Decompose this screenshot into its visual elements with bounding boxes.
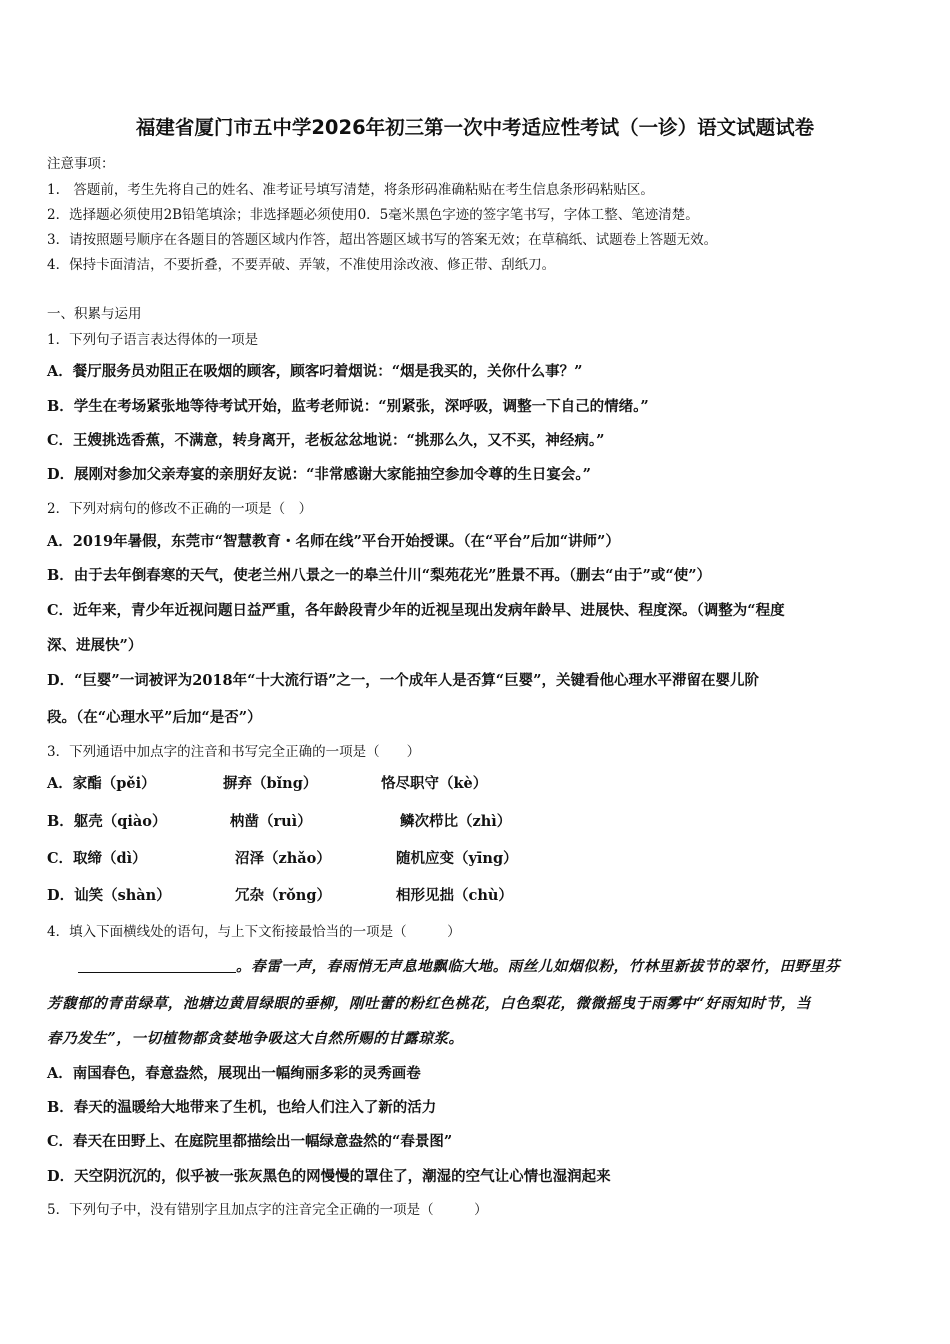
question-3-option-b-2: 枘凿（ruì） [230,813,312,830]
passage-text: 。春雷一声，春雨悄无声息地飘临大地。雨丝儿如烟似粉，竹林里新拔节的翠竹，田野里芬 [236,958,840,975]
question-2-option-a: A．2019年暑假，东莞市“智慧教育・名师在线”平台开始授课。（在“平台”后加“讲师”） [47,533,620,550]
question-1-option-a: A．餐厅服务员劝阻正在吸烟的顾客，顾客叼着烟说：“烟是我买的，关你什么事？” [47,363,583,380]
notice-item: 3．请按照题号顺序在各题目的答题区域内作答，超出答题区域书写的答案无效；在草稿纸、试题卷上答题无效。 [47,232,718,248]
question-3-option-b-1: B．躯壳（qiào） [47,813,167,830]
question-3-option-a-1: A．家酯（pěi） [47,775,156,792]
question-1-option-d: D．展刚对参加父亲寿宴的亲朋好友说：“非常感谢大家能抽空参加令尊的生日宴会。” [47,466,592,483]
question-5-stem: 5．下列句子中，没有错别字且加点字的注音完全正确的一项是（ ） [47,1202,488,1218]
notice-heading: 注意事项： [47,156,115,172]
question-2-option-c: C．近年来，青少年近视问题日益严重，各年龄段青少年的近视呈现出发病年龄早、进展快、程度深。（调整为“程度 [47,602,785,619]
question-4-option-b: B．春天的温暖给大地带来了生机，也给人们注入了新的活力 [47,1099,437,1116]
question-3-stem: 3．下列通语中加点字的注音和书写完全正确的一项是（ ） [47,744,421,760]
question-3-option-c-1: C．取缔（dì） [47,850,147,867]
notice-item: 4．保持卡面清洁，不要折叠，不要弄破、弄皱，不准使用涂改液、修正带、刮纸刀。 [47,257,556,273]
question-4-option-d: D．天空阴沉沉的，似乎被一张灰黑色的网慢慢的罩住了，潮湿的空气让心情也湿润起来 [47,1168,611,1185]
question-3-option-c-2: 沼泽（zhǎo） [235,850,331,867]
question-1-option-b: B．学生在考场紧张地等待考试开始，监考老师说：“别紧张，深呼吸，调整一下自己的情绪。” [47,398,649,415]
question-4-option-a: A．南国春色，春意盎然，展现出一幅绚丽多彩的灵秀画卷 [47,1065,421,1082]
question-1-stem: 1．下列句子语言表达得体的一项是 [47,332,259,348]
question-2-option-d: D．“巨婴”一词被评为2018年“十大流行语”之一，一个成年人是否算“巨婴”，关键看他心理水平滞留在婴儿阶 [47,672,759,689]
question-4-passage-line [78,955,840,976]
question-1-option-c: C．王嫂挑选香蕉，不满意，转身离开，老板忿忿地说：“挑那么久，又不买，神经病。” [47,432,605,449]
page-title: 福建省厦门市五中学2026年初三第一次中考适应性考试（一诊）语文试题试卷 [135,116,815,139]
notice-item: 1. 答题前，考生先将自己的姓名、准考证号填写清楚，将条形码准确粘贴在考生信息条形码粘贴区。 [47,182,654,198]
question-4-passage-line: 芳馥郁的青苗绿草，池塘边黄眉绿眼的垂柳，刚吐蕾的粉红色桃花，白色梨花，微微摇曳于雨雾中“好雨知时节，当 [47,995,811,1012]
question-3-option-a-3: 恪尽职守（kè） [381,775,488,792]
question-2-option-b: B．由于去年倒春寒的天气，使老兰州八景之一的皋兰什川“梨苑花光”胜景不再。（删去“由于”或“使”） [47,567,712,584]
question-2-option-d-cont: 段。（在“心理水平”后加“是否”） [47,709,262,726]
question-2-stem: 2．下列对病句的修改不正确的一项是（ ） [47,501,313,517]
answer-blank [78,958,236,973]
question-3-option-b-3: 鳞次栉比（zhì） [400,813,512,830]
question-4-passage-line: 春乃发生”，一切植物都贪婪地争吸这大自然所赐的甘露琼浆。 [47,1030,464,1047]
question-2-option-c-cont: 深、进展快”） [47,637,143,654]
notice-item: 2．选择题必须使用2B铅笔填涂；非选择题必须使用0．5毫米黑色字迹的签字笔书写，字体工整、笔迹清楚。 [47,207,699,223]
question-3-option-d-2: 冗杂（rǒng） [235,887,331,904]
question-3-option-a-2: 摒弃（bǐng） [223,775,318,792]
question-3-option-d-3: 相形见拙（chù） [396,887,513,904]
question-4-option-c: C．春天在田野上、在庭院里都描绘出一幅绿意盎然的“春景图” [47,1133,453,1150]
question-3-option-d-1: D．讪笑（shàn） [47,887,171,904]
question-3-option-c-3: 随机应变（yīng） [396,850,518,867]
section-heading: 一、积累与运用 [47,306,142,322]
question-4-stem: 4．填入下面横线处的语句，与上下文衔接最恰当的一项是（ ） [47,924,461,940]
